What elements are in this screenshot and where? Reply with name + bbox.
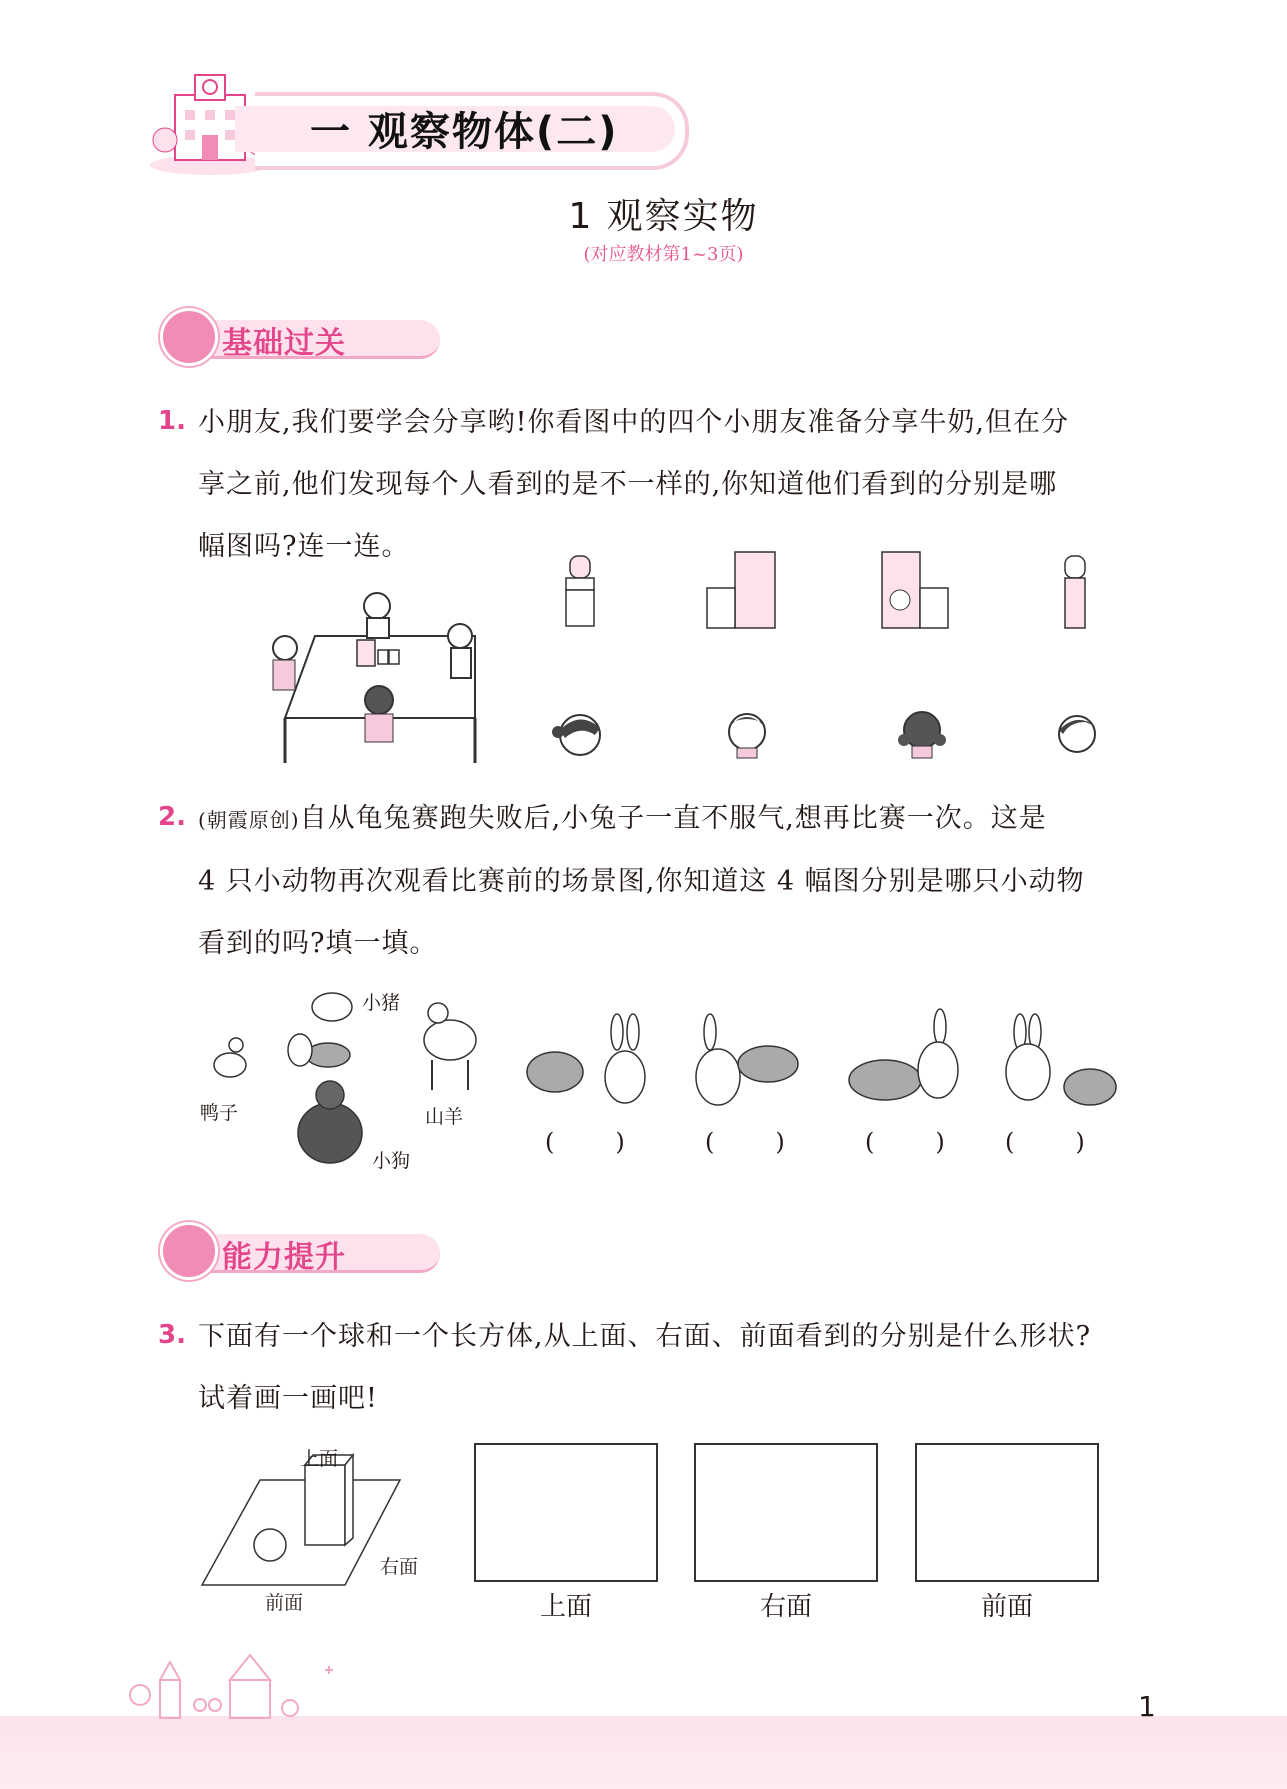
box-label-right: 右面 bbox=[759, 1592, 812, 1622]
drawing-box-right[interactable] bbox=[694, 1443, 878, 1582]
girl-side-face-icon[interactable] bbox=[550, 710, 606, 760]
question-line: 下面有一个球和一个长方体,从上面、右面、前面看到的分别是什么形状? bbox=[198, 1321, 1092, 1352]
ball-and-cuboid-figure bbox=[200, 1470, 410, 1590]
page-number: 1 bbox=[1138, 1690, 1156, 1723]
question-line: 幅图吗?连一连。 bbox=[198, 531, 410, 562]
milk-view-option-4[interactable] bbox=[1055, 550, 1095, 630]
animal-label-dog: 小狗 bbox=[372, 1150, 411, 1172]
animal-label-pig: 小猪 bbox=[362, 992, 401, 1014]
answer-blank[interactable]: ( ) bbox=[545, 1128, 625, 1156]
section-label: 能力提升 bbox=[222, 1240, 346, 1275]
question-text bbox=[198, 392, 1178, 578]
chapter-title: 一 观察物体(二) bbox=[310, 109, 619, 155]
question-text bbox=[198, 1306, 1178, 1430]
question-text bbox=[198, 788, 1178, 975]
drawing-box-front[interactable] bbox=[915, 1443, 1099, 1582]
animal-label-goat: 山羊 bbox=[425, 1106, 464, 1128]
animal-view-option-2 bbox=[688, 1012, 813, 1112]
figure-label-right: 右面 bbox=[380, 1556, 419, 1578]
question-line: 看到的吗?填一填。 bbox=[198, 928, 438, 959]
boy-front-face-icon[interactable] bbox=[725, 708, 769, 760]
animal-view-option-4 bbox=[995, 1012, 1120, 1112]
figure-label-top: 上面 bbox=[300, 1448, 339, 1470]
section-badge-basic bbox=[160, 308, 460, 366]
boy-side-face-icon[interactable] bbox=[1055, 710, 1099, 760]
footer-castle-icon bbox=[120, 1650, 350, 1720]
section-label: 基础过关 bbox=[222, 326, 346, 361]
question-tag: (朝霞原创) bbox=[198, 808, 300, 832]
girl-avatar-icon bbox=[160, 308, 218, 366]
table-children-illustration bbox=[265, 588, 490, 768]
question-line bbox=[198, 788, 1178, 851]
girl-back-head-icon[interactable] bbox=[895, 708, 949, 760]
lesson-subtitle: (对应教材第1~3页) bbox=[583, 244, 744, 265]
question-number: 1. bbox=[158, 406, 186, 436]
question-line-text: 自从龟兔赛跑失败后,小兔子一直不服气,想再比赛一次。这是 bbox=[299, 803, 1047, 834]
milk-view-option-3[interactable] bbox=[880, 550, 952, 630]
question-line: 4 只小动物再次观看比赛前的场景图,你知道这 4 幅图分别是哪只小动物 bbox=[198, 866, 1085, 897]
box-label-top: 上面 bbox=[539, 1592, 592, 1622]
section-badge-advanced bbox=[160, 1222, 460, 1280]
animal-scene-illustration bbox=[200, 985, 490, 1175]
milk-view-option-1[interactable] bbox=[560, 550, 600, 630]
drawing-box-top[interactable] bbox=[474, 1443, 658, 1582]
question-line: 小朋友,我们要学会分享哟!你看图中的四个小朋友准备分享牛奶,但在分 bbox=[198, 407, 1070, 438]
figure-label-front: 前面 bbox=[265, 1592, 304, 1614]
question-line: 试着画一画吧! bbox=[198, 1383, 378, 1414]
animal-view-option-1 bbox=[525, 1012, 650, 1112]
milk-view-option-2[interactable] bbox=[705, 550, 777, 630]
box-label-front: 前面 bbox=[980, 1592, 1033, 1622]
answer-blank[interactable]: ( ) bbox=[865, 1128, 945, 1156]
animal-label-duck: 鸭子 bbox=[200, 1102, 239, 1124]
answer-blank[interactable]: ( ) bbox=[1005, 1128, 1085, 1156]
footer-band bbox=[0, 1716, 1287, 1789]
question-number: 2. bbox=[158, 802, 186, 832]
grandpa-avatar-icon bbox=[160, 1222, 218, 1280]
question-number: 3. bbox=[158, 1320, 186, 1350]
question-line: 享之前,他们发现每个人看到的是不一样的,你知道他们看到的分别是哪 bbox=[198, 469, 1058, 500]
animal-view-option-3 bbox=[840, 1005, 965, 1113]
answer-blank[interactable]: ( ) bbox=[705, 1128, 785, 1156]
lesson-title: 1 观察实物 bbox=[568, 196, 759, 237]
